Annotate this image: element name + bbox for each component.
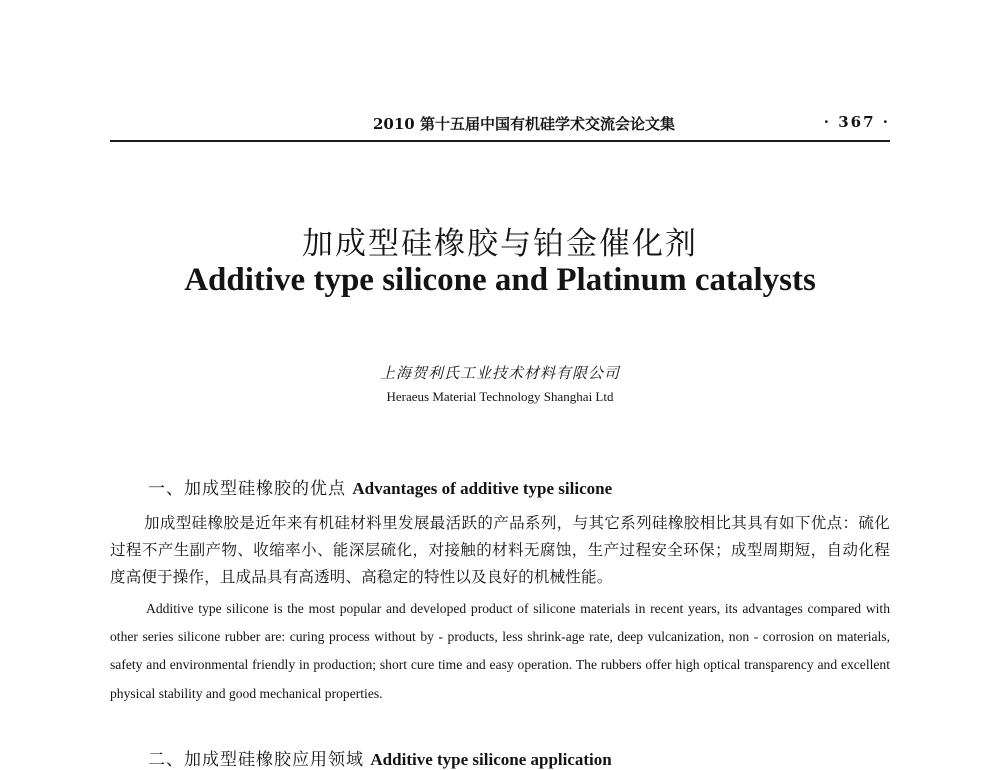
section-heading-2 [148,745,612,770]
section-heading-1-zh: 一、加成型硅橡胶的优点 [148,479,353,499]
running-header [110,113,890,137]
author-affiliation-en: Heraeus Material Technology Shanghai Ltd [386,389,614,404]
section-heading-1-en: Advantages of additive type silicone [352,479,613,498]
journal-title: 2010 第十五届中国有机硅学术交流会论文集 [373,115,675,133]
section-heading-2-zh: 二、加成型硅橡胶应用领域 [148,750,371,770]
paragraph-zh: 加成型硅橡胶是近年来有机硅材料里发展最活跃的产品系列，与其它系列硅橡胶相比其具有如下优点：硫化过程不产生副产物、收缩率小、能深层硫化，对接触的材料无腐蚀，生产过程安全环保；成型周期短，自动化程度高便于操作，且成品具有高透明、高稳定的特性以及良好的机械性能。 [110,514,890,586]
section-heading-1 [148,474,612,499]
paragraph-en: Additive type silicone is the most popular and developed product of silicone materials in recent years, its advantages compared with other series silicone rubber are: curing process without by - products, less shrink-age rate, deep vulcanization, non - corrosion on materials, safety and environmental friendly in production; short cure time and easy operation. The rubbers offer high optical transparency and excellent physical stability and good mechanical properties. [110,601,890,701]
page-number: · 367 · [823,113,890,131]
author-affiliation-zh: 上海贺利氏工业技术材料有限公司 [379,364,620,382]
paper-title-en: Additive type silicone and Platinum catalysts [184,262,816,298]
section-heading-2-en: Additive type silicone application [370,750,612,769]
header-rule [110,140,890,142]
paper-title-zh: 加成型硅橡胶与铂金催化剂 [302,226,698,262]
